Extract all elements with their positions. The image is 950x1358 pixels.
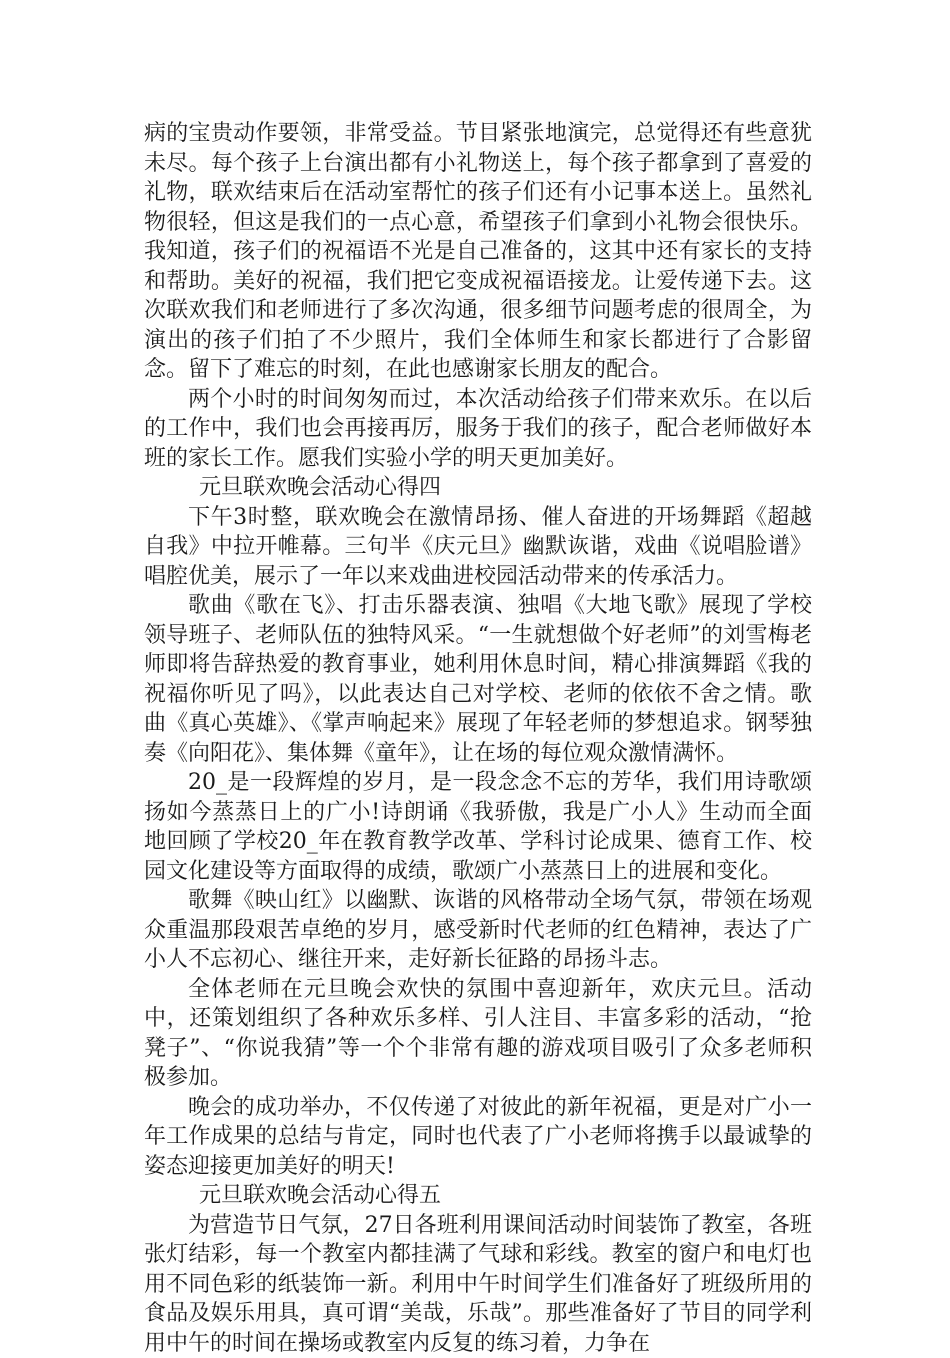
document-body bbox=[144, 119, 812, 1358]
section-heading-4: 元旦联欢晚会活动心得四 bbox=[144, 473, 812, 503]
paragraph-4: 歌曲《歌在飞》、打击乐器表演、独唱《大地飞歌》展现了学校领导班子、老师队伍的独特风采。“一生就想做个好老师”的刘雪梅老师即将告辞热爱的教育事业，她利用休息时间，精心排演舞蹈《我的祝福你听见了吗》，以此表达自己对学校、老师的依依不舍之情。歌曲《真心英雄》、《掌声响起来》展现了年轻老师的梦想追求。钢琴独奏《向阳花》、集体舞《童年》，让在场的每位观众激情满怀。 bbox=[144, 591, 812, 768]
paragraph-6: 歌舞《映山红》以幽默、诙谐的风格带动全场气氛，带领在场观众重温那段艰苦卓绝的岁月，感受新时代老师的红色精神，表达了广小人不忘初心、继往开来，走好新长征路的昂扬斗志。 bbox=[144, 886, 812, 975]
section-heading-5: 元旦联欢晚会活动心得五 bbox=[144, 1181, 812, 1211]
paragraph-3: 下午3时整，联欢晚会在激情昂扬、催人奋进的开场舞蹈《超越自我》中拉开帷幕。三句半《庆元旦》幽默诙谐，戏曲《说唱脸谱》唱腔优美，展示了一年以来戏曲进校园活动带来的传承活力。 bbox=[144, 503, 812, 592]
paragraph-7: 全体老师在元旦晚会欢快的氛围中喜迎新年，欢庆元旦。活动中，还策划组织了各种欢乐多样、引人注目、丰富多彩的活动，“抢凳子”、“你说我猜”等一个个非常有趣的游戏项目吸引了众多老师积极参加。 bbox=[144, 975, 812, 1093]
paragraph-1: 病的宝贵动作要领，非常受益。节目紧张地演完，总觉得还有些意犹未尽。每个孩子上台演出都有小礼物送上，每个孩子都拿到了喜爱的礼物，联欢结束后在活动室帮忙的孩子们还有小记事本送上。虽然礼物很轻，但这是我们的一点心意，希望孩子们拿到小礼物会很快乐。我知道，孩子们的祝福语不光是自己准备的，这其中还有家长的支持和帮助。美好的祝福，我们把它变成祝福语接龙。让爱传递下去。这次联欢我们和老师进行了多次沟通，很多细节问题考虑的很周全，为演出的孩子们拍了不少照片，我们全体师生和家长都进行了合影留念。留下了难忘的时刻，在此也感谢家长朋友的配合。 bbox=[144, 119, 812, 385]
paragraph-8: 晚会的成功举办，不仅传递了对彼此的新年祝福，更是对广小一年工作成果的总结与肯定，同时也代表了广小老师将携手以最诚挚的姿态迎接更加美好的明天! bbox=[144, 1093, 812, 1182]
paragraph-2: 两个小时的时间匆匆而过，本次活动给孩子们带来欢乐。在以后的工作中，我们也会再接再厉，服务于我们的孩子，配合老师做好本班的家长工作。愿我们实验小学的明天更加美好。 bbox=[144, 385, 812, 474]
paragraph-5: 20_是一段辉煌的岁月，是一段念念不忘的芳华，我们用诗歌颂扬如今蒸蒸日上的广小!诗朗诵《我骄傲，我是广小人》生动而全面地回顾了学校20_年在教育教学改革、学科讨论成果、德育工作、校园文化建设等方面取得的成绩，歌颂广小蒸蒸日上的进展和变化。 bbox=[144, 768, 812, 886]
paragraph-9: 为营造节日气氛，27日各班利用课间活动时间装饰了教室，各班张灯结彩，每一个教室内都挂满了气球和彩线。教室的窗户和电灯也用不同色彩的纸装饰一新。利用中午时间学生们准备好了班级所用的食品及娱乐用具，真可谓“美哉，乐哉”。那些准备好了节目的同学利用中午的时间在操场或教室内反复的练习着，力争在 bbox=[144, 1211, 812, 1358]
